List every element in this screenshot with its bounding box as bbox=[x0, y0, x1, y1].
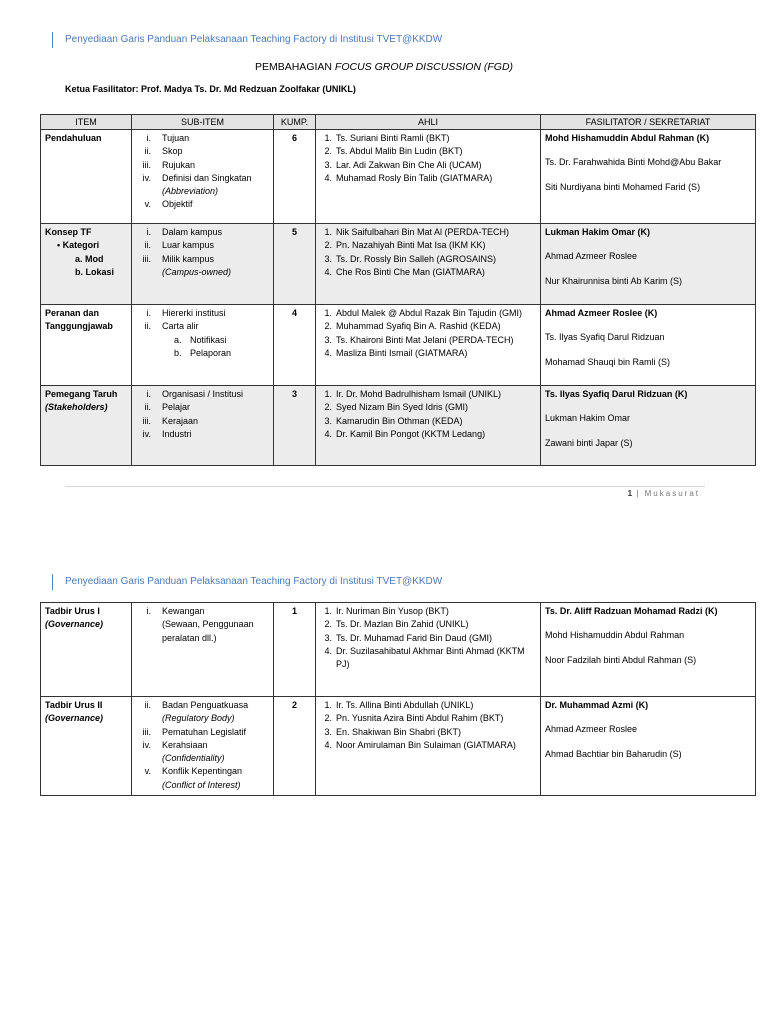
member-number: 3. bbox=[324, 632, 332, 643]
members-cell bbox=[316, 305, 541, 386]
sub-item bbox=[136, 226, 269, 239]
sub-item-note: (Conflict of Interest) bbox=[162, 779, 241, 790]
item-note-text: (Governance) bbox=[45, 619, 104, 630]
sub-item bbox=[136, 239, 269, 252]
sub-item-cell bbox=[132, 603, 274, 697]
facilitator-spacer bbox=[545, 737, 751, 748]
sub-item-label: Milik kampus bbox=[162, 253, 215, 264]
sub-item-label: Kerahsiaan bbox=[162, 739, 208, 750]
member-name: Lar. Adi Zakwan Bin Che Ali (UCAM) bbox=[336, 159, 482, 170]
sub-item-note: (Sewaan, Penggunaan peralatan dll.) bbox=[162, 619, 254, 643]
sub-item-text bbox=[162, 605, 269, 645]
table-row bbox=[41, 305, 756, 386]
item-cell bbox=[41, 130, 132, 224]
member-item bbox=[320, 605, 536, 618]
facilitator-spacer bbox=[545, 320, 751, 331]
member-item bbox=[320, 739, 536, 752]
facilitator-spacer bbox=[545, 618, 751, 629]
sub-item-cell bbox=[132, 697, 274, 796]
sub-item-text bbox=[162, 132, 269, 145]
facilitator-lead: Dr. Muhammad Azmi (K) bbox=[545, 700, 649, 710]
member-name: Ts. Dr. Rossly Bin Salleh (AGROSAINS) bbox=[336, 253, 497, 264]
group-number: 5 bbox=[274, 224, 316, 305]
sub-item-text bbox=[162, 253, 269, 280]
member-number: 3. bbox=[324, 415, 332, 426]
member-name: Muhammad Syafiq Bin A. Rashid (KEDA) bbox=[336, 321, 501, 332]
member-item bbox=[320, 132, 536, 145]
category-item: b. Lokasi bbox=[75, 266, 115, 277]
facilitator-member: Mohamad Shauqi bin Ramli (S) bbox=[545, 356, 671, 367]
sub-item-number: iii. bbox=[142, 726, 151, 737]
sub-item bbox=[136, 415, 269, 428]
member-number: 4. bbox=[324, 428, 332, 439]
item-cell bbox=[41, 386, 132, 466]
facilitator-member: Ahmad Bachtiar bin Baharudin (S) bbox=[545, 748, 682, 759]
member-number: 1. bbox=[324, 308, 332, 318]
sub-item-text bbox=[162, 765, 269, 792]
group-number: 6 bbox=[274, 130, 316, 224]
group-number: 2 bbox=[274, 697, 316, 796]
sub-item-alpha-text: Notifikasi bbox=[190, 334, 227, 345]
facilitator-spacer bbox=[545, 712, 751, 723]
member-number: 2. bbox=[324, 402, 332, 413]
member-name: Dr. Suzilasahibatul Akhmar Binti Ahmad (KKTM PJ) bbox=[336, 645, 525, 670]
member-item bbox=[320, 172, 536, 185]
facilitator-cell bbox=[541, 130, 756, 224]
member-number: 2. bbox=[324, 713, 332, 724]
sub-item-number: iv. bbox=[142, 172, 151, 183]
facilitator-cell bbox=[541, 697, 756, 796]
sub-item-label: Pelajar bbox=[162, 402, 191, 413]
sub-item-number: iii. bbox=[142, 159, 151, 170]
member-name: Ts. Dr. Mazlan Bin Zahid (UNIKL) bbox=[336, 619, 469, 630]
facilitator-spacer bbox=[545, 170, 751, 181]
sub-item-alpha-number: a. bbox=[174, 334, 182, 345]
sub-item bbox=[136, 401, 269, 414]
facilitator-lead: Ts. Ilyas Syafiq Darul Ridzuan (K) bbox=[545, 389, 688, 399]
facilitator-spacer bbox=[545, 264, 751, 275]
table-row bbox=[41, 697, 756, 796]
member-number: 1. bbox=[324, 389, 332, 399]
sub-item-text bbox=[162, 239, 269, 252]
facilitator-member: Siti Nurdiyana binti Mohamed Farid (S) bbox=[545, 181, 701, 192]
members-cell bbox=[316, 603, 541, 697]
group-number: 1 bbox=[274, 603, 316, 697]
member-number: 2. bbox=[324, 146, 332, 157]
member-item bbox=[320, 253, 536, 266]
sub-item-label: Skop bbox=[162, 146, 183, 157]
member-item bbox=[320, 334, 536, 347]
facilitator-member: Noor Fadzilah binti Abdul Rahman (S) bbox=[545, 654, 697, 665]
sub-item-cell bbox=[132, 130, 274, 224]
sub-item-label: Pematuhan Legislatif bbox=[162, 726, 247, 737]
sub-item-text bbox=[162, 739, 269, 766]
page-footer: 1 | Mukasurat bbox=[627, 489, 700, 498]
fgd-table-page-1 bbox=[40, 114, 756, 466]
facilitator-spacer bbox=[545, 145, 751, 156]
member-name: Kamarudin Bin Othman (KEDA) bbox=[336, 415, 463, 426]
sub-item bbox=[136, 739, 269, 766]
group-number: 4 bbox=[274, 305, 316, 386]
facilitator-member: Ahmad Azmeer Roslee bbox=[545, 251, 638, 262]
member-item bbox=[320, 645, 536, 672]
sub-item bbox=[136, 159, 269, 172]
table-row bbox=[41, 224, 756, 305]
member-item bbox=[320, 239, 536, 252]
footer-divider bbox=[65, 486, 705, 487]
item-name: Tadbir Urus II bbox=[45, 700, 103, 710]
member-item bbox=[320, 226, 536, 239]
sub-item-number: i. bbox=[146, 389, 151, 399]
sub-item-text bbox=[162, 172, 269, 199]
item-name: Pemegang Taruh bbox=[45, 389, 118, 399]
sub-item-cell bbox=[132, 224, 274, 305]
member-number: 4. bbox=[324, 739, 332, 750]
sub-item-number: ii. bbox=[144, 321, 151, 332]
sub-item bbox=[136, 765, 269, 792]
item-name: Peranan dan Tanggungjawab bbox=[45, 308, 113, 332]
member-name: Ir. Nuriman Bin Yusop (BKT) bbox=[336, 606, 449, 616]
sub-item bbox=[136, 605, 269, 645]
facilitator-lead: Ts. Dr. Aliff Radzuan Mohamad Radzi (K) bbox=[545, 606, 718, 616]
sub-item-text bbox=[162, 307, 269, 320]
item-name: Tadbir Urus I bbox=[45, 606, 100, 616]
member-item bbox=[320, 320, 536, 333]
facilitator-lead: Mohd Hishamuddin Abdul Rahman (K) bbox=[545, 133, 710, 143]
sub-item-text bbox=[162, 699, 269, 726]
item-name: Konsep TF bbox=[45, 227, 92, 237]
sub-item bbox=[136, 388, 269, 401]
item-cell bbox=[41, 224, 132, 305]
sub-item-label: Konflik Kepentingan bbox=[162, 766, 243, 777]
member-item bbox=[320, 428, 536, 441]
member-item bbox=[320, 145, 536, 158]
member-name: Muhamad Rosly Bin Talib (GIATMARA) bbox=[336, 172, 493, 183]
member-item bbox=[320, 415, 536, 428]
member-number: 2. bbox=[324, 321, 332, 332]
sub-item bbox=[136, 307, 269, 320]
member-name: Pn. Yusnita Azira Binti Abdul Rahim (BKT) bbox=[336, 713, 504, 724]
facilitator-member: Ts. Ilyas Syafiq Darul Ridzuan bbox=[545, 332, 665, 343]
member-name: Pn. Nazahiyah Binti Mat Isa (IKM KK) bbox=[336, 240, 486, 251]
table-header-row bbox=[41, 115, 756, 130]
member-item bbox=[320, 388, 536, 401]
member-name: Ir. Ts. Allina Binti Abdullah (UNIKL) bbox=[336, 700, 474, 710]
item-note bbox=[45, 618, 127, 631]
sub-item-label: Rujukan bbox=[162, 159, 196, 170]
facilitator-lead: Lukman Hakim Omar (K) bbox=[545, 227, 651, 237]
column-header-fasilitator: FASILITATOR / SEKRETARIAT bbox=[541, 115, 756, 130]
member-name: Ts. Khaironi Binti Mat Jelani (PERDA-TECH) bbox=[336, 334, 514, 345]
member-number: 3. bbox=[324, 159, 332, 170]
member-item bbox=[320, 632, 536, 645]
item-cell bbox=[41, 305, 132, 386]
member-item bbox=[320, 699, 536, 712]
facilitator-cell bbox=[541, 224, 756, 305]
sub-item-text bbox=[162, 226, 269, 239]
member-name: Ts. Dr. Muhamad Farid Bin Daud (GMI) bbox=[336, 632, 493, 643]
member-name: Ts. Abdul Malib Bin Ludin (BKT) bbox=[336, 146, 463, 157]
sub-item-label: Kewangan bbox=[162, 606, 205, 616]
sub-item-text bbox=[162, 388, 269, 401]
facilitator-spacer bbox=[545, 426, 751, 437]
member-name: Syed Nizam Bin Syed Idris (GMI) bbox=[336, 402, 469, 413]
member-name: Nik Saifulbahari Bin Mat Al (PERDA-TECH) bbox=[336, 227, 510, 237]
sub-item-text bbox=[162, 320, 269, 333]
sub-item-number: i. bbox=[146, 606, 151, 616]
item-note bbox=[45, 712, 127, 725]
sub-item-text bbox=[162, 159, 269, 172]
member-number: 4. bbox=[324, 172, 332, 183]
sub-item bbox=[136, 320, 269, 333]
sub-item-cell bbox=[132, 305, 274, 386]
member-number: 1. bbox=[324, 133, 332, 143]
sub-item-label: Luar kampus bbox=[162, 240, 215, 251]
member-item bbox=[320, 266, 536, 279]
document-title: PEMBAHAGIAN FOCUS GROUP DISCUSSION (FGD) bbox=[254, 61, 514, 73]
sub-item bbox=[136, 172, 269, 199]
member-number: 2. bbox=[324, 619, 332, 630]
member-number: 3. bbox=[324, 334, 332, 345]
member-number: 2. bbox=[324, 240, 332, 251]
member-name: Ir. Dr. Mohd Badrulhisham Ismail (UNIKL) bbox=[336, 389, 502, 399]
sub-item-cell bbox=[132, 386, 274, 466]
member-number: 3. bbox=[324, 726, 332, 737]
category-item: a. Mod bbox=[75, 253, 104, 264]
column-header-item: ITEM bbox=[41, 115, 132, 130]
sub-item-number: v. bbox=[144, 766, 151, 777]
sub-item bbox=[136, 428, 269, 441]
facilitator-spacer bbox=[545, 345, 751, 356]
column-header-ahli: AHLI bbox=[316, 115, 541, 130]
table-row bbox=[41, 130, 756, 224]
member-item bbox=[320, 712, 536, 725]
facilitator-member: Lukman Hakim Omar bbox=[545, 413, 631, 424]
member-name: Che Ros Binti Che Man (GIATMARA) bbox=[336, 266, 485, 277]
sub-item-label: Badan Penguatkuasa bbox=[162, 700, 249, 710]
members-cell bbox=[316, 697, 541, 796]
facilitator-member: Mohd Hishamuddin Abdul Rahman bbox=[545, 630, 685, 641]
sub-item-label: Kerajaan bbox=[162, 415, 199, 426]
sub-item-alpha bbox=[136, 347, 269, 360]
member-item bbox=[320, 159, 536, 172]
item-cell bbox=[41, 603, 132, 697]
facilitator-cell bbox=[541, 305, 756, 386]
sub-item-alpha bbox=[136, 334, 269, 347]
sub-item-alpha-text: Pelaporan bbox=[190, 347, 232, 358]
sub-item-text bbox=[162, 401, 269, 414]
sub-item-text bbox=[162, 726, 269, 739]
item-cell bbox=[41, 697, 132, 796]
member-number: 1. bbox=[324, 227, 332, 237]
sub-item bbox=[136, 253, 269, 280]
member-item bbox=[320, 307, 536, 320]
sub-item-label: Tujuan bbox=[162, 133, 190, 143]
facilitator-member: Ahmad Azmeer Roslee bbox=[545, 724, 638, 735]
sub-item bbox=[136, 726, 269, 739]
member-name: Noor Amirulaman Bin Sulaiman (GIATMARA) bbox=[336, 739, 516, 750]
sub-item-number: i. bbox=[146, 227, 151, 237]
sub-item-number: iv. bbox=[142, 739, 151, 750]
table-row bbox=[41, 603, 756, 697]
sub-item bbox=[136, 145, 269, 158]
member-item bbox=[320, 618, 536, 631]
member-number: 4. bbox=[324, 266, 332, 277]
item-note-text: (Governance) bbox=[45, 713, 104, 724]
sub-item-number: iii. bbox=[142, 253, 151, 264]
facilitator-member: Zawani binti Japar (S) bbox=[545, 437, 633, 448]
chief-facilitator: Ketua Fasilitator: Prof. Madya Ts. Dr. Md Redzuan Zoolfakar (UNIKL) bbox=[65, 84, 356, 94]
member-number: 4. bbox=[324, 645, 332, 656]
sub-item-note: (Confidentiality) bbox=[162, 753, 225, 764]
facilitator-spacer bbox=[545, 401, 751, 412]
sub-item bbox=[136, 198, 269, 211]
members-cell bbox=[316, 224, 541, 305]
sub-item-text bbox=[162, 415, 269, 428]
column-header-kump: KUMP. bbox=[274, 115, 316, 130]
table-row bbox=[41, 386, 756, 466]
sub-item-label: Objektif bbox=[162, 199, 193, 210]
category-label: • Kategori bbox=[57, 240, 100, 251]
running-header-page-2: Penyediaan Garis Panduan Pelaksanaan Teaching Factory di Institusi TVET@KKDW bbox=[52, 574, 442, 590]
member-number: 1. bbox=[324, 700, 332, 710]
members-cell bbox=[316, 130, 541, 224]
sub-item-label: Carta alir bbox=[162, 321, 199, 332]
sub-item-note: (Regulatory Body) bbox=[162, 713, 235, 724]
member-item bbox=[320, 726, 536, 739]
sub-item-alpha-number: b. bbox=[174, 347, 182, 358]
sub-item-text bbox=[162, 428, 269, 441]
member-number: 1. bbox=[324, 606, 332, 616]
sub-item-number: i. bbox=[146, 133, 151, 143]
facilitator-lead: Ahmad Azmeer Roslee (K) bbox=[545, 308, 658, 318]
facilitator-spacer bbox=[545, 239, 751, 250]
sub-item-label: Hiererki institusi bbox=[162, 308, 226, 318]
facilitator-member: Nur Khairunnisa binti Ab Karim (S) bbox=[545, 275, 683, 286]
sub-item-label: Organisasi / Institusi bbox=[162, 389, 244, 399]
sub-item-number: iv. bbox=[142, 428, 151, 439]
member-name: Abdul Malek @ Abdul Razak Bin Tajudin (GMI) bbox=[336, 308, 523, 318]
member-name: En. Shakiwan Bin Shabri (BKT) bbox=[336, 726, 462, 737]
sub-item-label: Dalam kampus bbox=[162, 227, 223, 237]
sub-item-number: ii. bbox=[144, 240, 151, 251]
sub-item-text bbox=[162, 198, 269, 211]
sub-item-number: iii. bbox=[142, 415, 151, 426]
group-number: 3 bbox=[274, 386, 316, 466]
item-name: Pendahuluan bbox=[45, 133, 102, 143]
member-item bbox=[320, 347, 536, 360]
sub-item bbox=[136, 132, 269, 145]
member-number: 4. bbox=[324, 347, 332, 358]
facilitator-cell bbox=[541, 603, 756, 697]
sub-item-text bbox=[162, 145, 269, 158]
facilitator-member: Ts. Dr. Farahwahida Binti Mohd@Abu Bakar bbox=[545, 157, 722, 168]
member-name: Dr. Kamil Bin Pongot (KKTM Ledang) bbox=[336, 428, 486, 439]
sub-item-number: ii. bbox=[144, 402, 151, 413]
column-header-sub-item: SUB-ITEM bbox=[132, 115, 274, 130]
member-item bbox=[320, 401, 536, 414]
facilitator-cell bbox=[541, 386, 756, 466]
member-name: Masliza Binti Ismail (GIATMARA) bbox=[336, 347, 468, 358]
sub-item-number: ii. bbox=[144, 146, 151, 157]
sub-item bbox=[136, 699, 269, 726]
member-number: 3. bbox=[324, 253, 332, 264]
sub-item-number: i. bbox=[146, 308, 151, 318]
sub-item-number: ii. bbox=[144, 700, 151, 710]
facilitator-spacer bbox=[545, 643, 751, 654]
sub-item-note: (Abbreviation) bbox=[162, 186, 219, 197]
member-name: Ts. Suriani Binti Ramli (BKT) bbox=[336, 133, 450, 143]
item-note bbox=[45, 401, 127, 414]
fgd-table-page-2 bbox=[40, 602, 756, 796]
item-note-text: (Stakeholders) bbox=[45, 402, 108, 413]
sub-item-label: Industri bbox=[162, 428, 192, 439]
running-header: Penyediaan Garis Panduan Pelaksanaan Teaching Factory di Institusi TVET@KKDW bbox=[52, 32, 442, 48]
sub-item-label: Definisi dan Singkatan bbox=[162, 172, 252, 183]
members-cell bbox=[316, 386, 541, 466]
sub-item-note: (Campus-owned) bbox=[162, 266, 232, 277]
sub-item-number: v. bbox=[144, 199, 151, 210]
